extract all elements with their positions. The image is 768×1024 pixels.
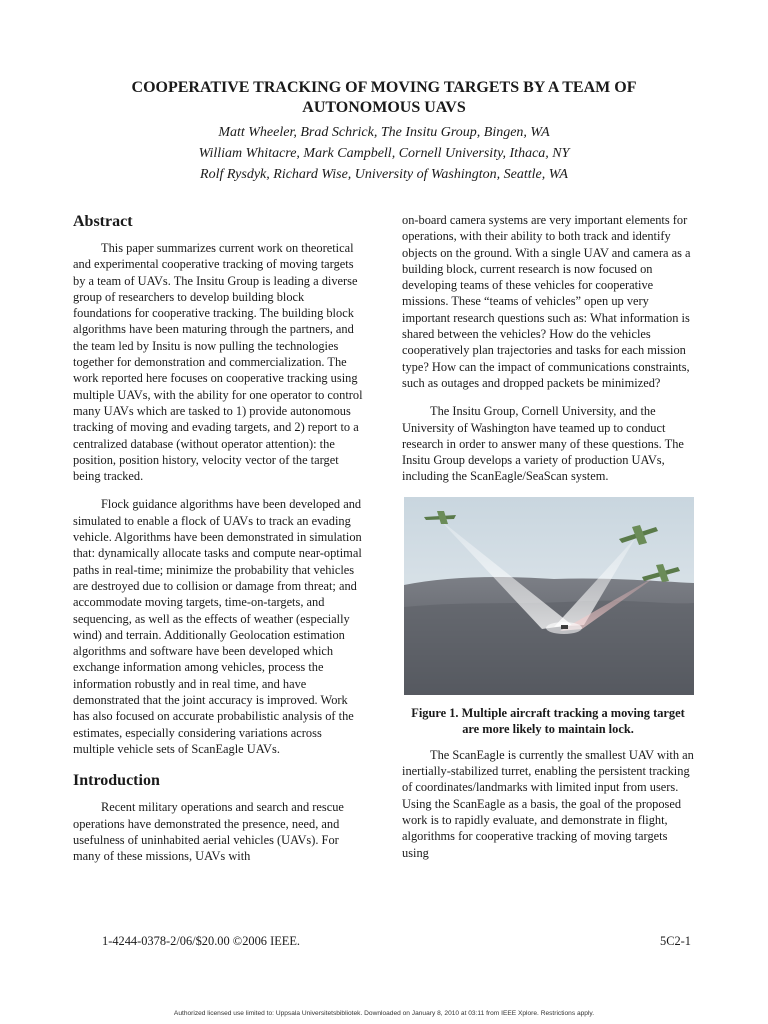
- abstract-paragraph-2: Flock guidance algorithms have been developed and simulated to enable a flock of UAVs to track an evading vehicle. Algorithms have been demonstrated in simulation that: dynamically allocate tasks and compute near-optimal paths in real-time; minimize the probability that vehicles are destroyed due to collision or damage from threat; and accommodate moving targets, time-on-targets, and sequencing, as well as the effects of weather (especially wind) and terrain. Additionally Geolocation estimation algorithms and software have been developed which exchange information among vehicles, process the information robustly and in real time, and have demonstrated that the joint accuracy is improved. Work has also focused on accurate probabilistic analysis of the estimates, especially considering variations across multiple vehicle sets of ScanEagle UAVs.: [73, 497, 362, 756]
- left-column: [73, 212, 365, 876]
- introduction-heading: Introduction: [73, 772, 160, 790]
- title-line-1: COOPERATIVE TRACKING OF MOVING TARGETS BY A TEAM OF: [131, 79, 637, 96]
- uav-scene-illustration: [404, 497, 694, 695]
- author-line-3: Rolf Rysdyk, Richard Wise, University of Washington, Seattle, WA: [200, 167, 568, 182]
- page-number: 5C2-1: [660, 934, 691, 948]
- author-line-1: Matt Wheeler, Brad Schrick, The Insitu Group, Bingen, WA: [218, 125, 550, 140]
- right-column: [402, 212, 694, 873]
- figure-caption: Figure 1. Multiple aircraft tracking a moving target are more likely to maintain lock.: [411, 705, 685, 736]
- right-paragraph-1: on-board camera systems are very important elements for operations, with their ability to both track and identify objects on the ground. With a single UAV and camera as a building block, current research is now focused on developing teams of these vehicles for cooperative missions. These “teams of vehicles” open up very important research questions such as: What information is shared between the vehicles? How do the vehicles cooperatively plan trajectories and tasks for each mission type? How can the impact of communications constraints, such as outages and dropped packets be minimized?: [402, 213, 691, 390]
- title-line-2: AUTONOMOUS UAVS: [302, 99, 466, 116]
- figure-uav-tracking-image: [404, 497, 694, 695]
- introduction-paragraph-1: Recent military operations and search and rescue operations have demonstrated the presence, need, and usefulness of uninhabited aerial vehicles (UAVs). For many of these missions, UAVs with: [73, 800, 344, 864]
- target-vehicle: [561, 625, 568, 629]
- right-paragraph-2: The Insitu Group, Cornell University, and the University of Washington have teamed up to conduct research in order to answer many of these questions. The Insitu Group develops a variety of production UAVs, including the ScanEagle/SeaScan system.: [402, 404, 684, 484]
- author-block: [70, 122, 698, 185]
- authorization-notice: Authorized licensed use limited to: Uppsala Universitetsbibliotek. Downloaded on January 8, 2010 at 03:11 from IEEE Xplore. Restrictions apply.: [173, 1010, 595, 1017]
- copyright-line: 1-4244-0378-2/06/$20.00 ©2006 IEEE.: [102, 934, 301, 948]
- paper-title: [70, 78, 698, 118]
- right-paragraph-3: The ScanEagle is currently the smallest UAV with an inertially-stabilized turret, enabling the persistent tracking of coordinates/landmarks with limited input from users. Using the ScanEagle as a basis, the goal of the proposed work is to rapidly evaluate, and demonstrate in flight, algorithms for cooperative tracking of moving targets using: [402, 747, 694, 860]
- abstract-heading: Abstract: [73, 213, 133, 230]
- author-line-2: William Whitacre, Mark Campbell, Cornell University, Ithaca, NY: [198, 146, 570, 161]
- abstract-paragraph-1: This paper summarizes current work on theoretical and experimental cooperative tracking of moving targets by a team of UAVs. The Insitu Group is leading a diverse group of researchers to develop building block foundations for cooperative tracking. The building block algorithms have been maturing through the partners, and the team led by Insitu is now pulling the technologies together for demonstration and commercialization. The work reported here focuses on cooperative tracking using multiple UAVs, with the ability for one operator to control many UAVs which are tasked to 1) provide autonomous tracking of moving and evading targets, and 2) report to a centralized database (without operator attention): the position, position history, velocity vector of the target being tracked.: [73, 241, 363, 484]
